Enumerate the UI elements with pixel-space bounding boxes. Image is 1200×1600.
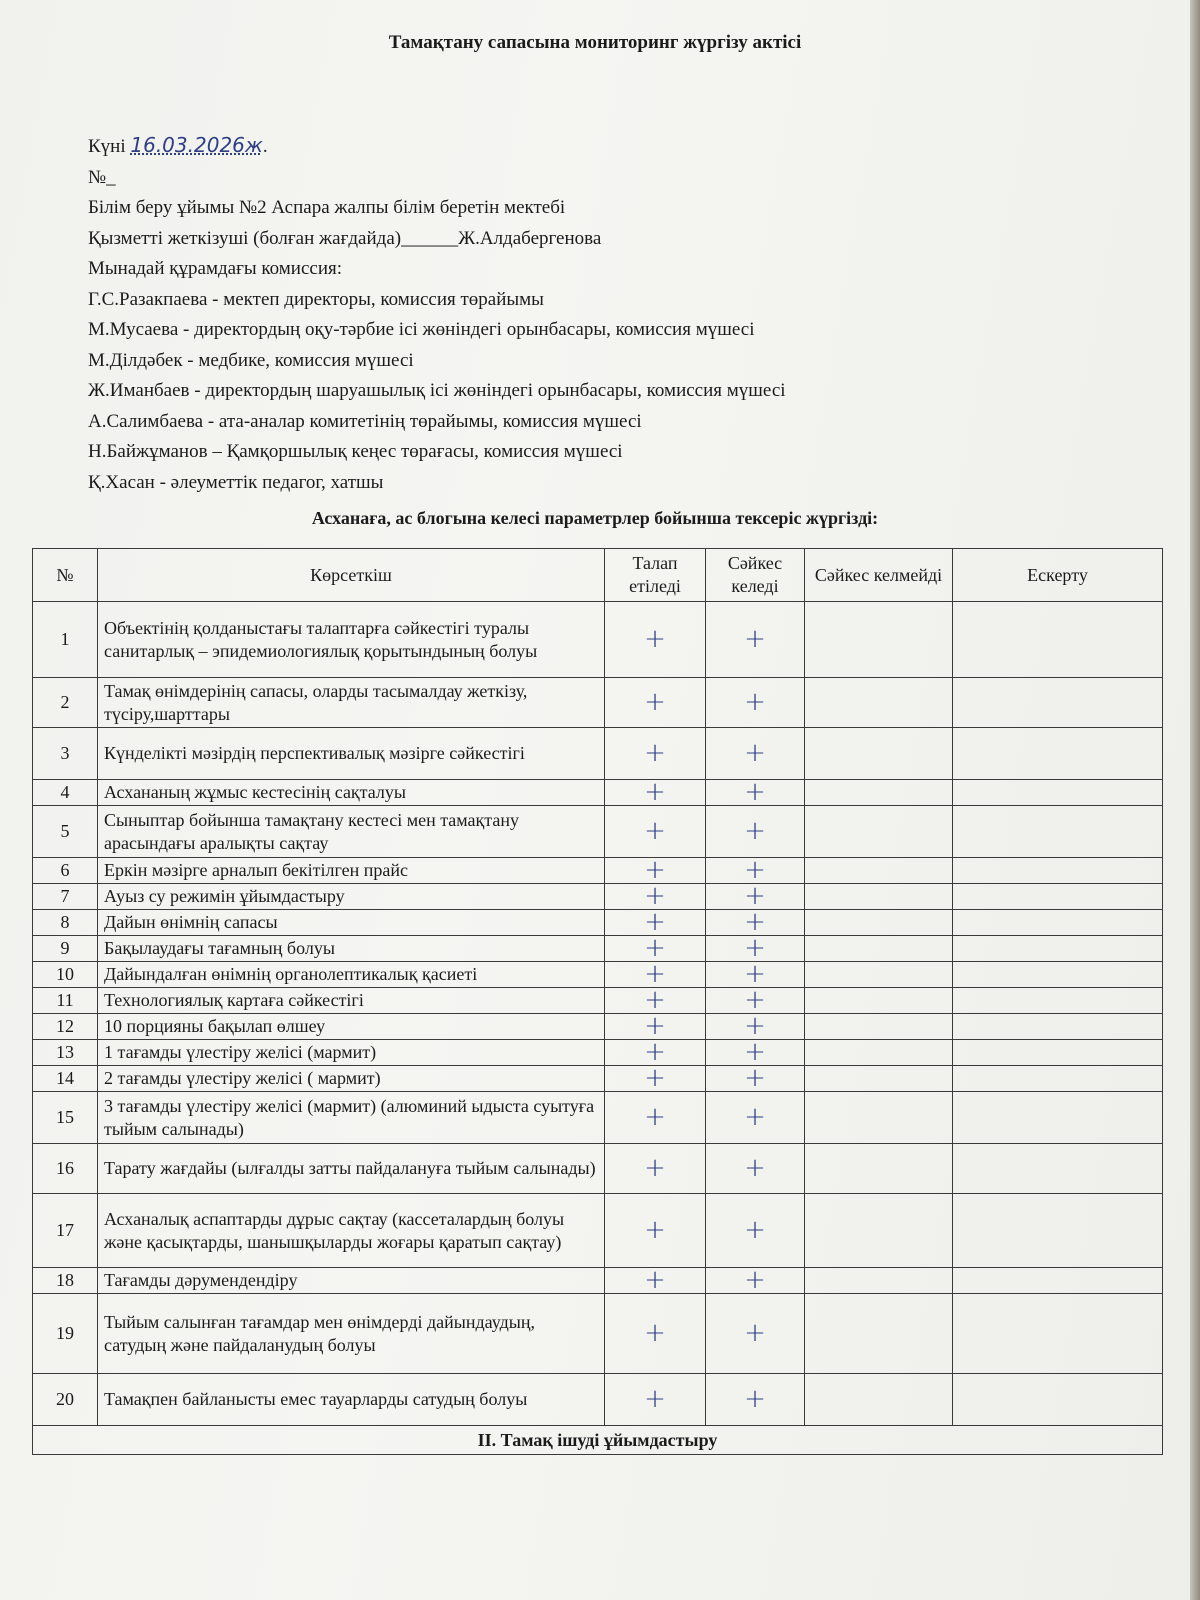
- inspection-table: [32, 548, 1163, 1455]
- table-row: [33, 602, 1163, 678]
- commission-member: Г.С.Разакпаева - мектеп директоры, комиссия төрайымы: [88, 288, 544, 310]
- row-number: 14: [33, 1066, 98, 1092]
- row-noncompliant-mark: [805, 1294, 953, 1374]
- row-required-mark: +: [605, 1092, 706, 1144]
- row-required-mark: +: [605, 936, 706, 962]
- header-note: Ескерту: [953, 549, 1163, 602]
- row-compliant-mark: +: [706, 1374, 805, 1426]
- row-required-mark: +: [605, 806, 706, 858]
- document-header: [88, 130, 786, 498]
- table-row: [33, 728, 1163, 780]
- table-row: [33, 1374, 1163, 1426]
- row-note: [953, 962, 1163, 988]
- row-note: [953, 910, 1163, 936]
- row-indicator: Еркін мәзірге арналып бекітілген прайс: [98, 858, 605, 884]
- row-number: 12: [33, 1014, 98, 1040]
- commission-member: Қ.Хасан - әлеуметтік педагог, хатшы: [88, 471, 384, 493]
- table-row: [33, 806, 1163, 858]
- table-row: [33, 936, 1163, 962]
- commission-list: [88, 285, 786, 499]
- row-indicator: Дайын өнімнің сапасы: [98, 910, 605, 936]
- document-title: Тамақтану сапасына мониторинг жүргізу актісі: [388, 32, 802, 53]
- row-number: 9: [33, 936, 98, 962]
- row-noncompliant-mark: [805, 602, 953, 678]
- row-note: [953, 1194, 1163, 1268]
- row-compliant-mark: +: [706, 1040, 805, 1066]
- row-indicator: Бақылаудағы тағамның болуы: [98, 936, 605, 962]
- number-line: №_: [88, 166, 116, 188]
- row-number: 19: [33, 1294, 98, 1374]
- commission-member: М.Мусаева - директордың оқу-тәрбие ісі жөніндегі орынбасары, комиссия мүшесі: [88, 319, 755, 340]
- row-note: [953, 1294, 1163, 1374]
- table-body: [33, 602, 1163, 1426]
- row-compliant-mark: +: [706, 806, 805, 858]
- organization-line: Білім беру ұйымы №2 Аспара жалпы білім беретін мектебі: [88, 197, 566, 218]
- header-required: Талап етіледі: [605, 549, 706, 602]
- section-title: Асханаға, ас блогына келесі параметрлер бойынша тексеріс жүргізді:: [311, 508, 879, 528]
- row-required-mark: +: [605, 728, 706, 780]
- row-indicator: Дайындалған өнімнің органолептикалық қасиеті: [98, 962, 605, 988]
- row-noncompliant-mark: [805, 1144, 953, 1194]
- table-footer-row: [33, 1426, 1163, 1455]
- row-noncompliant-mark: [805, 1014, 953, 1040]
- date-line: Күні 16.03.2026ж.: [88, 133, 268, 157]
- row-number: 13: [33, 1040, 98, 1066]
- row-noncompliant-mark: [805, 962, 953, 988]
- commission-member: М.Ділдәбек - медбике, комиссия мүшесі: [88, 349, 414, 371]
- row-compliant-mark: +: [706, 988, 805, 1014]
- row-indicator: Тамақпен байланысты емес тауарларды сатудың болуы: [98, 1374, 605, 1426]
- header-noncompliant: Сәйкес келмейді: [805, 549, 953, 602]
- row-note: [953, 1066, 1163, 1092]
- commission-member: Ж.Иманбаев - директордың шаруашылық ісі жөніндегі орынбасары, комиссия мүшесі: [88, 380, 786, 401]
- commission-member: Н.Байжұманов – Қамқоршылық кеңес төрағасы, комиссия мүшесі: [88, 441, 623, 462]
- row-required-mark: +: [605, 910, 706, 936]
- row-number: 20: [33, 1374, 98, 1426]
- row-noncompliant-mark: [805, 1040, 953, 1066]
- table-row: [33, 1144, 1163, 1194]
- row-note: [953, 1374, 1163, 1426]
- table-header-row: [33, 549, 1163, 602]
- row-indicator: Технологиялық картаға сәйкестігі: [98, 988, 605, 1014]
- row-noncompliant-mark: [805, 806, 953, 858]
- row-indicator: Тарату жағдайы (ылғалды затты пайдалануға тыйым салынады): [98, 1144, 605, 1194]
- row-compliant-mark: +: [706, 678, 805, 728]
- header-indicator: Көрсеткіш: [98, 549, 605, 602]
- row-required-mark: +: [605, 780, 706, 806]
- table-row: [33, 884, 1163, 910]
- row-number: 4: [33, 780, 98, 806]
- header-compliant: Сәйкес келеді: [706, 549, 805, 602]
- row-compliant-mark: +: [706, 728, 805, 780]
- table-row: [33, 1092, 1163, 1144]
- row-noncompliant-mark: [805, 858, 953, 884]
- row-compliant-mark: +: [706, 1144, 805, 1194]
- row-noncompliant-mark: [805, 910, 953, 936]
- table-row: [33, 910, 1163, 936]
- row-note: [953, 728, 1163, 780]
- row-compliant-mark: +: [706, 1294, 805, 1374]
- table-row: [33, 780, 1163, 806]
- row-indicator: Ауыз су режимін ұйымдастыру: [98, 884, 605, 910]
- row-note: [953, 780, 1163, 806]
- header-number: №: [33, 549, 98, 602]
- paper-edge: [1190, 0, 1200, 1600]
- row-compliant-mark: +: [706, 962, 805, 988]
- row-number: 3: [33, 728, 98, 780]
- row-compliant-mark: +: [706, 1066, 805, 1092]
- row-required-mark: +: [605, 1268, 706, 1294]
- row-required-mark: +: [605, 858, 706, 884]
- table-row: [33, 1294, 1163, 1374]
- row-required-mark: +: [605, 988, 706, 1014]
- row-compliant-mark: +: [706, 602, 805, 678]
- date-label: Күні: [88, 136, 126, 157]
- section-two-title: II. Тамақ ішуді ұйымдастыру: [33, 1426, 1163, 1455]
- table-row: [33, 962, 1163, 988]
- row-noncompliant-mark: [805, 884, 953, 910]
- row-number: 10: [33, 962, 98, 988]
- table-row: [33, 678, 1163, 728]
- row-required-mark: +: [605, 884, 706, 910]
- row-required-mark: +: [605, 1066, 706, 1092]
- row-number: 18: [33, 1268, 98, 1294]
- row-indicator: Объектінің қолданыстағы талаптарға сәйкестігі туралы санитарлық – эпидемиологиялық қорытындының болуы: [98, 602, 605, 678]
- row-indicator: Күнделікті мәзірдің перспективалық мәзірге сәйкестігі: [98, 728, 605, 780]
- row-noncompliant-mark: [805, 988, 953, 1014]
- row-noncompliant-mark: [805, 678, 953, 728]
- row-noncompliant-mark: [805, 1066, 953, 1092]
- row-noncompliant-mark: [805, 1194, 953, 1268]
- row-compliant-mark: +: [706, 1268, 805, 1294]
- row-indicator: 1 тағамды үлестіру желісі (мармит): [98, 1040, 605, 1066]
- row-compliant-mark: +: [706, 858, 805, 884]
- row-indicator: Тыйым салынған тағамдар мен өнімдерді дайындаудың, сатудың және пайдаланудың болуы: [98, 1294, 605, 1374]
- row-indicator: Асхананың жұмыс кестесінің сақталуы: [98, 780, 605, 806]
- row-number: 8: [33, 910, 98, 936]
- table-row: [33, 1014, 1163, 1040]
- row-compliant-mark: +: [706, 910, 805, 936]
- row-compliant-mark: +: [706, 884, 805, 910]
- commission-intro: Мынадай құрамдағы комиссия:: [88, 258, 343, 279]
- row-indicator: 2 тағамды үлестіру желісі ( мармит): [98, 1066, 605, 1092]
- table-row: [33, 1040, 1163, 1066]
- row-compliant-mark: +: [706, 936, 805, 962]
- row-required-mark: +: [605, 1294, 706, 1374]
- row-compliant-mark: +: [706, 1092, 805, 1144]
- row-required-mark: +: [605, 1144, 706, 1194]
- row-number: 2: [33, 678, 98, 728]
- row-compliant-mark: +: [706, 780, 805, 806]
- row-number: 5: [33, 806, 98, 858]
- row-required-mark: +: [605, 602, 706, 678]
- row-number: 15: [33, 1092, 98, 1144]
- row-required-mark: +: [605, 1194, 706, 1268]
- row-noncompliant-mark: [805, 780, 953, 806]
- row-number: 11: [33, 988, 98, 1014]
- row-required-mark: +: [605, 678, 706, 728]
- row-indicator: 10 порцияны бақылап өлшеу: [98, 1014, 605, 1040]
- commission-member: А.Салимбаева - ата-аналар комитетінің төрайымы, комиссия мүшесі: [88, 410, 642, 432]
- table-row: [33, 1194, 1163, 1268]
- table-row: [33, 858, 1163, 884]
- row-indicator: Сыныптар бойынша тамақтану кестесі мен тамақтану арасындағы аралықты сақтау: [98, 806, 605, 858]
- row-noncompliant-mark: [805, 1374, 953, 1426]
- row-indicator: Тағамды дәрумендендіру: [98, 1268, 605, 1294]
- table-row: [33, 1268, 1163, 1294]
- row-note: [953, 678, 1163, 728]
- row-note: [953, 884, 1163, 910]
- row-noncompliant-mark: [805, 1092, 953, 1144]
- row-note: [953, 1144, 1163, 1194]
- row-note: [953, 858, 1163, 884]
- row-indicator: Асханалық аспаптарды дұрыс сақтау (кассеталардың болуы және қасықтарды, шанышқыларды жоғары қаратып сақтау): [98, 1194, 605, 1268]
- row-required-mark: +: [605, 1014, 706, 1040]
- row-number: 1: [33, 602, 98, 678]
- table-row: [33, 1066, 1163, 1092]
- row-note: [953, 1092, 1163, 1144]
- row-number: 17: [33, 1194, 98, 1268]
- row-noncompliant-mark: [805, 1268, 953, 1294]
- row-note: [953, 1040, 1163, 1066]
- provider-line: Қызметті жеткізуші (болған жағдайда)______Ж.Алдабергенова: [88, 227, 602, 249]
- table-row: [33, 988, 1163, 1014]
- row-note: [953, 988, 1163, 1014]
- row-noncompliant-mark: [805, 728, 953, 780]
- row-indicator: 3 тағамды үлестіру желісі (мармит) (алюминий ыдыста суытуға тыйым салынады): [98, 1092, 605, 1144]
- row-note: [953, 1268, 1163, 1294]
- row-required-mark: +: [605, 1040, 706, 1066]
- row-number: 6: [33, 858, 98, 884]
- row-required-mark: +: [605, 1374, 706, 1426]
- row-note: [953, 602, 1163, 678]
- row-number: 16: [33, 1144, 98, 1194]
- row-note: [953, 806, 1163, 858]
- row-note: [953, 1014, 1163, 1040]
- row-required-mark: +: [605, 962, 706, 988]
- row-compliant-mark: +: [706, 1194, 805, 1268]
- row-indicator: Тамақ өнімдерінің сапасы, оларды тасымалдау жеткізу, түсіру,шарттары: [98, 678, 605, 728]
- row-number: 7: [33, 884, 98, 910]
- row-note: [953, 936, 1163, 962]
- date-value: 16.03.2026ж: [130, 133, 263, 157]
- row-noncompliant-mark: [805, 936, 953, 962]
- row-compliant-mark: +: [706, 1014, 805, 1040]
